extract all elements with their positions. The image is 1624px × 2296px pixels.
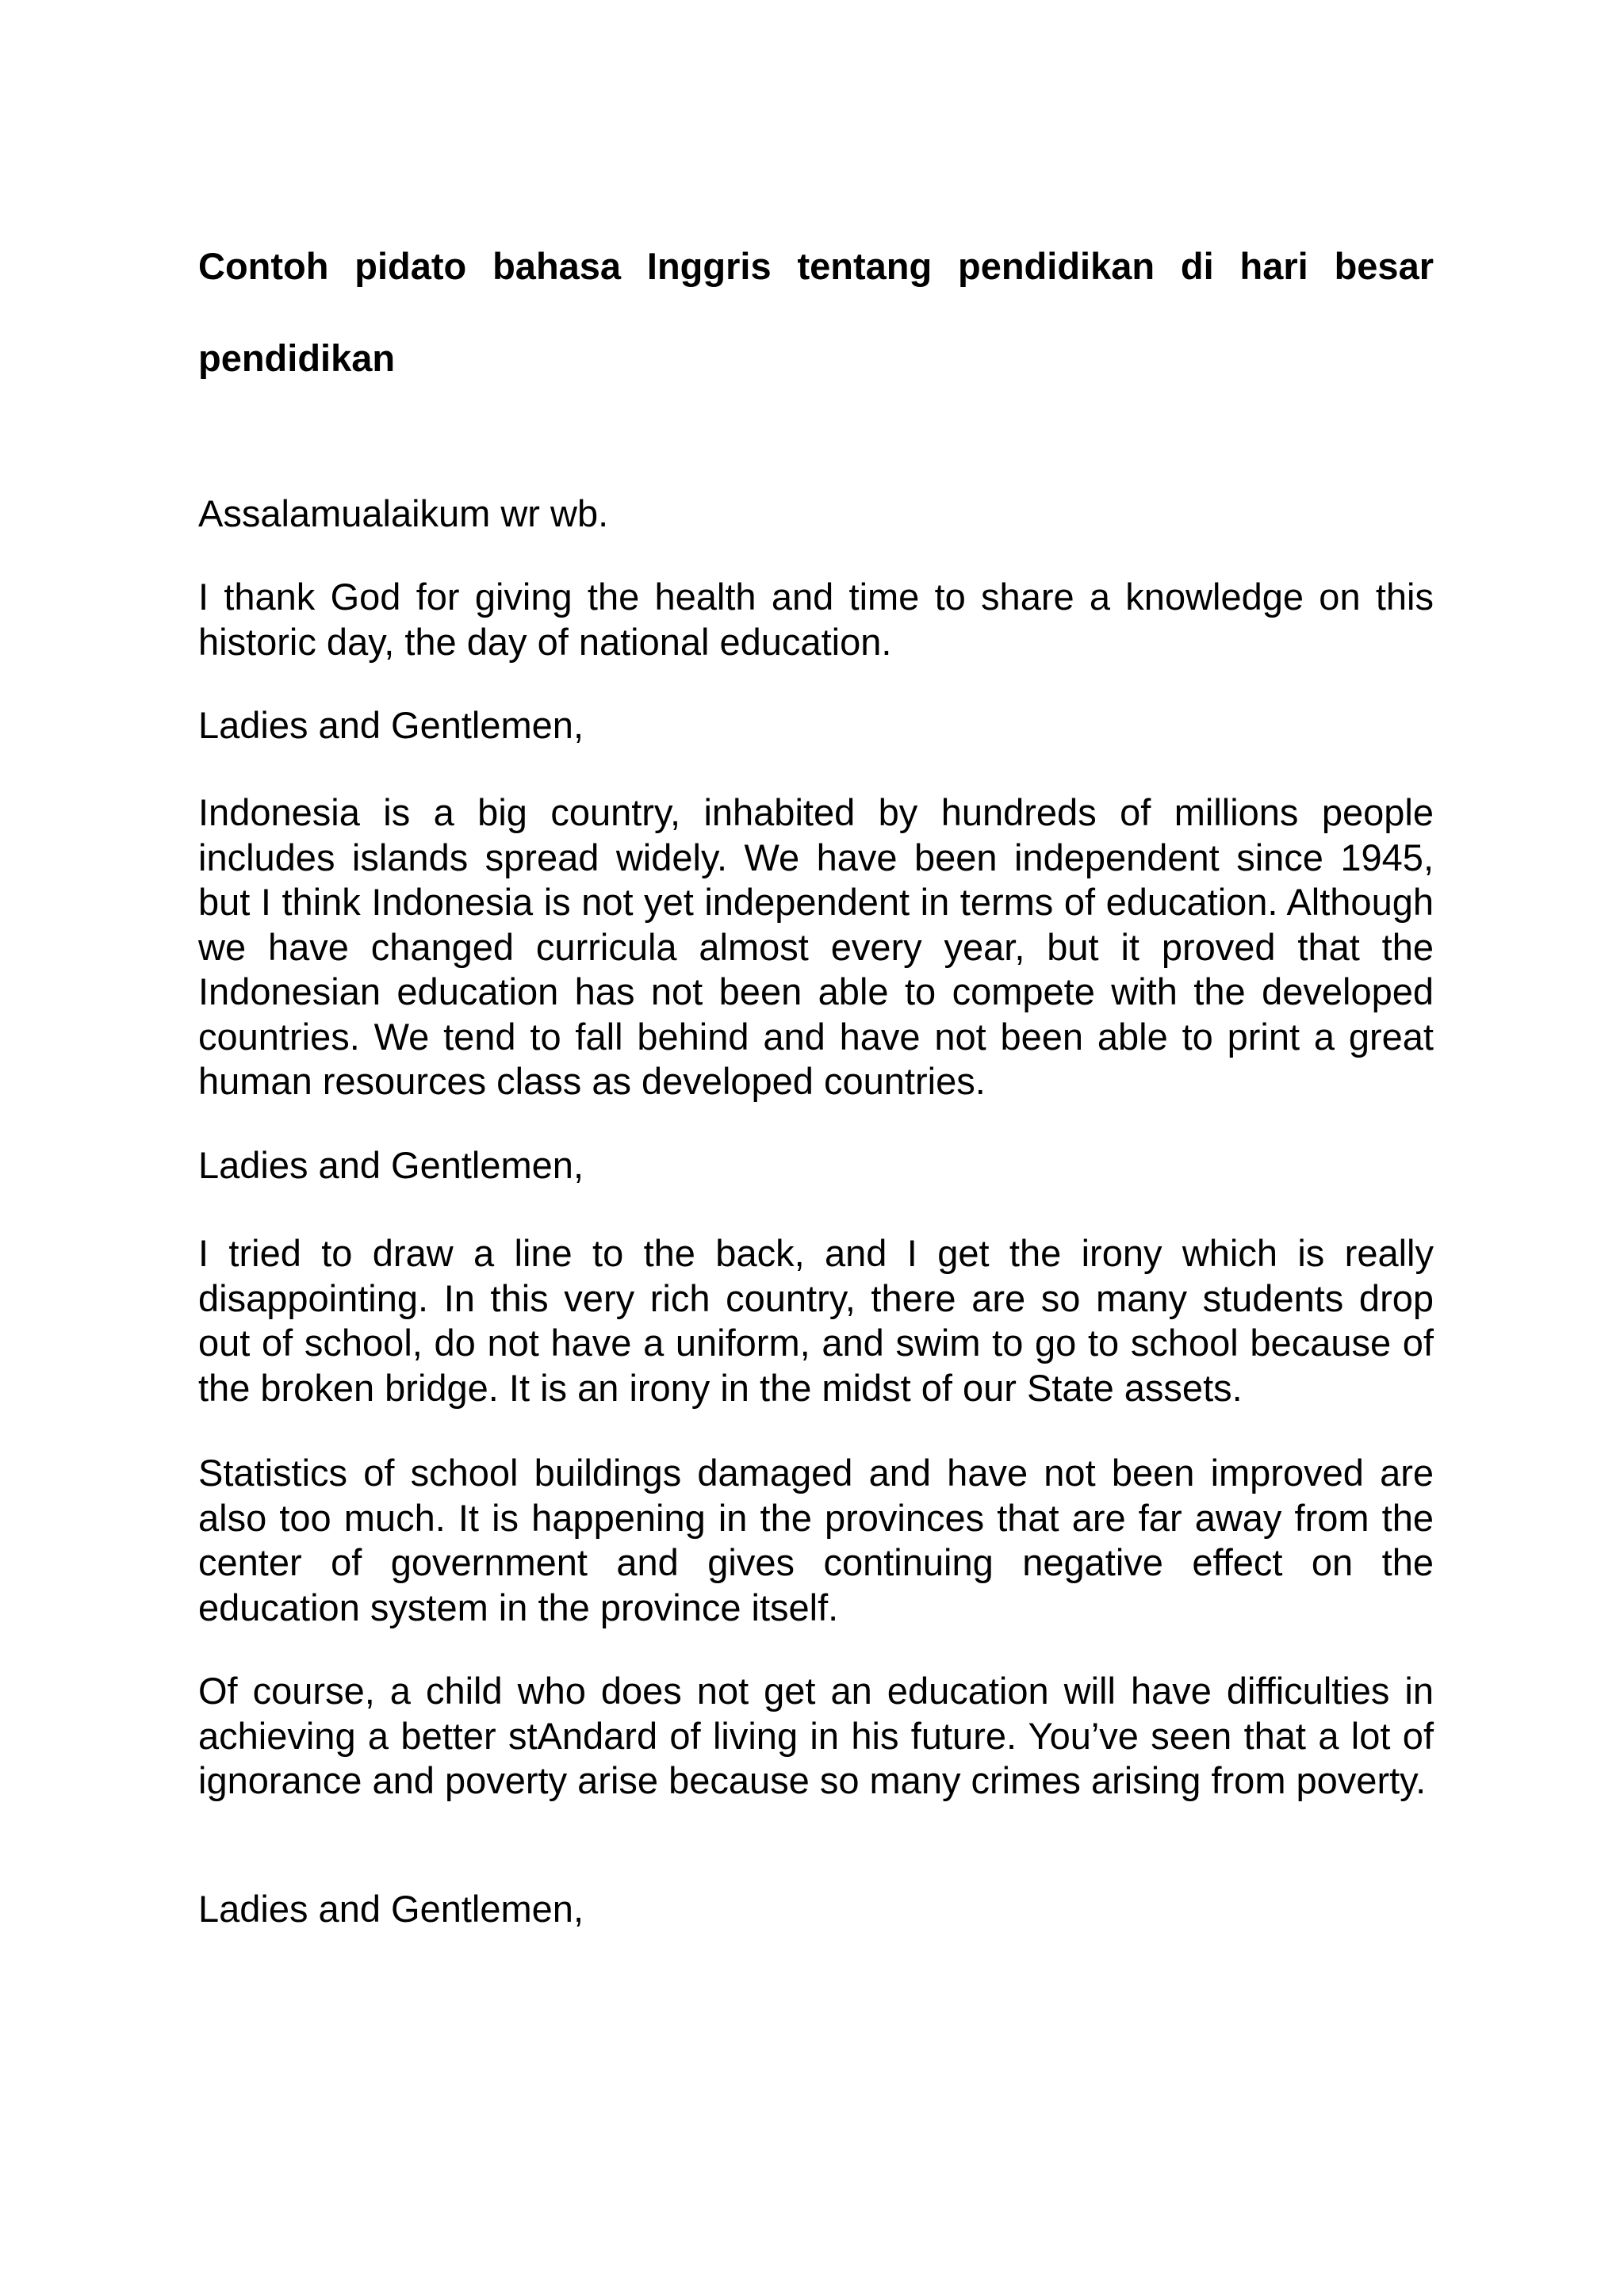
body-paragraph: Statistics of school buildings damaged and have not been improved are also too much. It is happening in the provinces that are far away from the center of government and gives continuing negative effect on the education system in the province itself.: [198, 1452, 1434, 1628]
body-paragraph: Indonesia is a big country, inhabited by hundreds of millions people includes islands spread widely. We have been independent since 1945, but I think Indonesia is not yet independent in terms of education. Although we have changed curricula almost every year, but it proved that the Indonesian education has not been able to compete with the developed countries. We tend to fall behind and have not been able to print a great human resources class as developed countries.: [198, 791, 1434, 1102]
address-paragraph: Ladies and Gentlemen,: [198, 1144, 584, 1186]
page-title-continued: pendidikan: [198, 337, 396, 379]
page-title: Contoh pidato bahasa Inggris tentang pendidikan di hari besar: [198, 245, 1434, 287]
body-paragraph: Of course, a child who does not get an education will have difficulties in achieving a better stAndard of living in his future. You’ve seen that a lot of ignorance and poverty arise because so many crimes arising from poverty.: [198, 1670, 1434, 1801]
address-paragraph: Ladies and Gentlemen,: [198, 1888, 584, 1930]
address-paragraph: Ladies and Gentlemen,: [198, 704, 584, 746]
body-paragraph: I tried to draw a line to the back, and I get the irony which is really disappointing. In this very rich country, there are so many students drop out of school, do not have a uniform, and swim to go to school because of the broken bridge. It is an irony in the midst of our State assets.: [198, 1232, 1434, 1409]
body-paragraph: I thank God for giving the health and time to share a knowledge on this historic day, the day of national education.: [198, 576, 1434, 663]
greeting-paragraph: Assalamualaikum wr wb.: [198, 492, 609, 534]
